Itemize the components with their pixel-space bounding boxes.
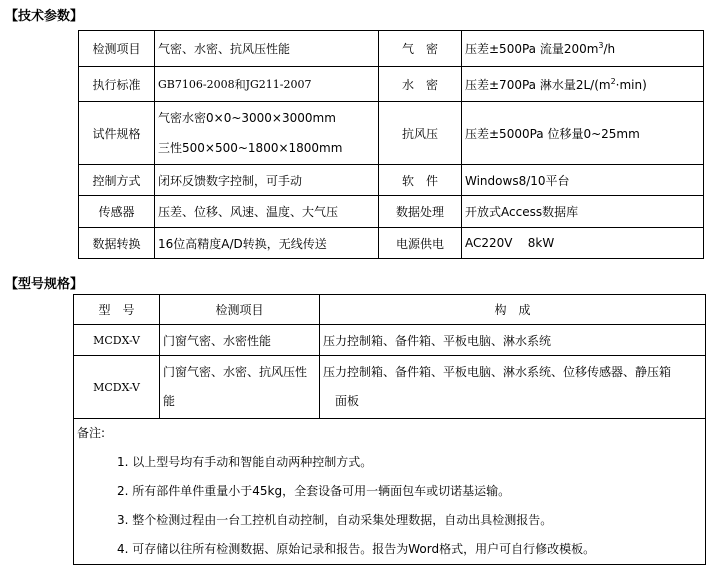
section-title-tech-params: 【技术参数】: [5, 9, 84, 24]
param-value: 开放式Access数据库: [462, 196, 704, 228]
model-items: 门窗气密、水密、抗风压性 能: [160, 356, 320, 419]
param-value: 压差±700Pa 淋水量$2L/(m^2\cdot\min)$: [462, 67, 704, 102]
note-item: 4. 可存储以往所有检测数据、原始记录和报告。报告为Word格式，用户可自行修改模板。: [117, 542, 596, 556]
param-value: 闭环反馈数字控制，可手动: [155, 165, 379, 196]
param-label: 气 密: [379, 31, 462, 67]
param-label: 执行标准: [79, 67, 155, 102]
tech-params-table: [78, 30, 704, 259]
param-value: 16位高精度A/D转换，无线传送: [155, 228, 379, 259]
notes-title: 备注:: [77, 426, 106, 440]
column-header: 型 号: [74, 295, 160, 325]
param-value: 气密水密0×0~3000×3000mm 三性500×500~1800×1800mm: [155, 102, 379, 165]
model-code: MCDX-V: [74, 325, 160, 356]
notes-row: [74, 419, 706, 565]
param-label: 传感器: [79, 196, 155, 228]
param-label: 抗风压: [379, 102, 462, 165]
param-label: 水 密: [379, 67, 462, 102]
table-row: [74, 356, 706, 419]
param-value: 气密、水密、抗风压性能: [155, 31, 379, 67]
table-row: [74, 325, 706, 356]
param-value: Windows8/10平台: [462, 165, 704, 196]
table-row: [79, 102, 704, 165]
param-label: 控制方式: [79, 165, 155, 196]
notes-cell: [74, 419, 706, 565]
table-row: [79, 228, 704, 259]
column-header: 检测项目: [160, 295, 320, 325]
param-label: 电源供电: [379, 228, 462, 259]
model-composition: 压力控制箱、备件箱、平板电脑、淋水系统、位移传感器、静压箱 面板: [320, 356, 706, 419]
param-value: GB7106-2008和JG211-2007: [155, 67, 379, 102]
param-label: 试件规格: [79, 102, 155, 165]
param-value: 压差±5000Pa 位移量0~25mm: [462, 102, 704, 165]
param-value: AC220V 8kW: [462, 228, 704, 259]
column-header: 构 成: [320, 295, 706, 325]
model-code: MCDX-V: [74, 356, 160, 419]
param-value: 压差、位移、风速、温度、大气压: [155, 196, 379, 228]
param-label: 软 件: [379, 165, 462, 196]
note-item: 3. 整个检测过程由一台工控机自动控制，自动采集处理数据，自动出具检测报告。: [117, 513, 553, 527]
section-title-models: 【型号规格】: [5, 277, 84, 292]
table-header-row: [74, 295, 706, 325]
models-table: [73, 294, 706, 565]
param-value: 压差±500Pa 流量$200m^3/h$: [462, 31, 704, 67]
model-items: 门窗气密、水密性能: [160, 325, 320, 356]
note-item: 1. 以上型号均有手动和智能自动两种控制方式。: [117, 455, 373, 469]
table-row: [79, 196, 704, 228]
table-row: [79, 31, 704, 67]
param-label: 数据处理: [379, 196, 462, 228]
note-item: 2. 所有部件单件重量小于45kg，全套设备可用一辆面包车或切诺基运输。: [117, 484, 511, 498]
model-composition: 压力控制箱、备件箱、平板电脑、淋水系统: [320, 325, 706, 356]
table-row: [79, 67, 704, 102]
param-label: 检测项目: [79, 31, 155, 67]
table-row: [79, 165, 704, 196]
param-label: 数据转换: [79, 228, 155, 259]
